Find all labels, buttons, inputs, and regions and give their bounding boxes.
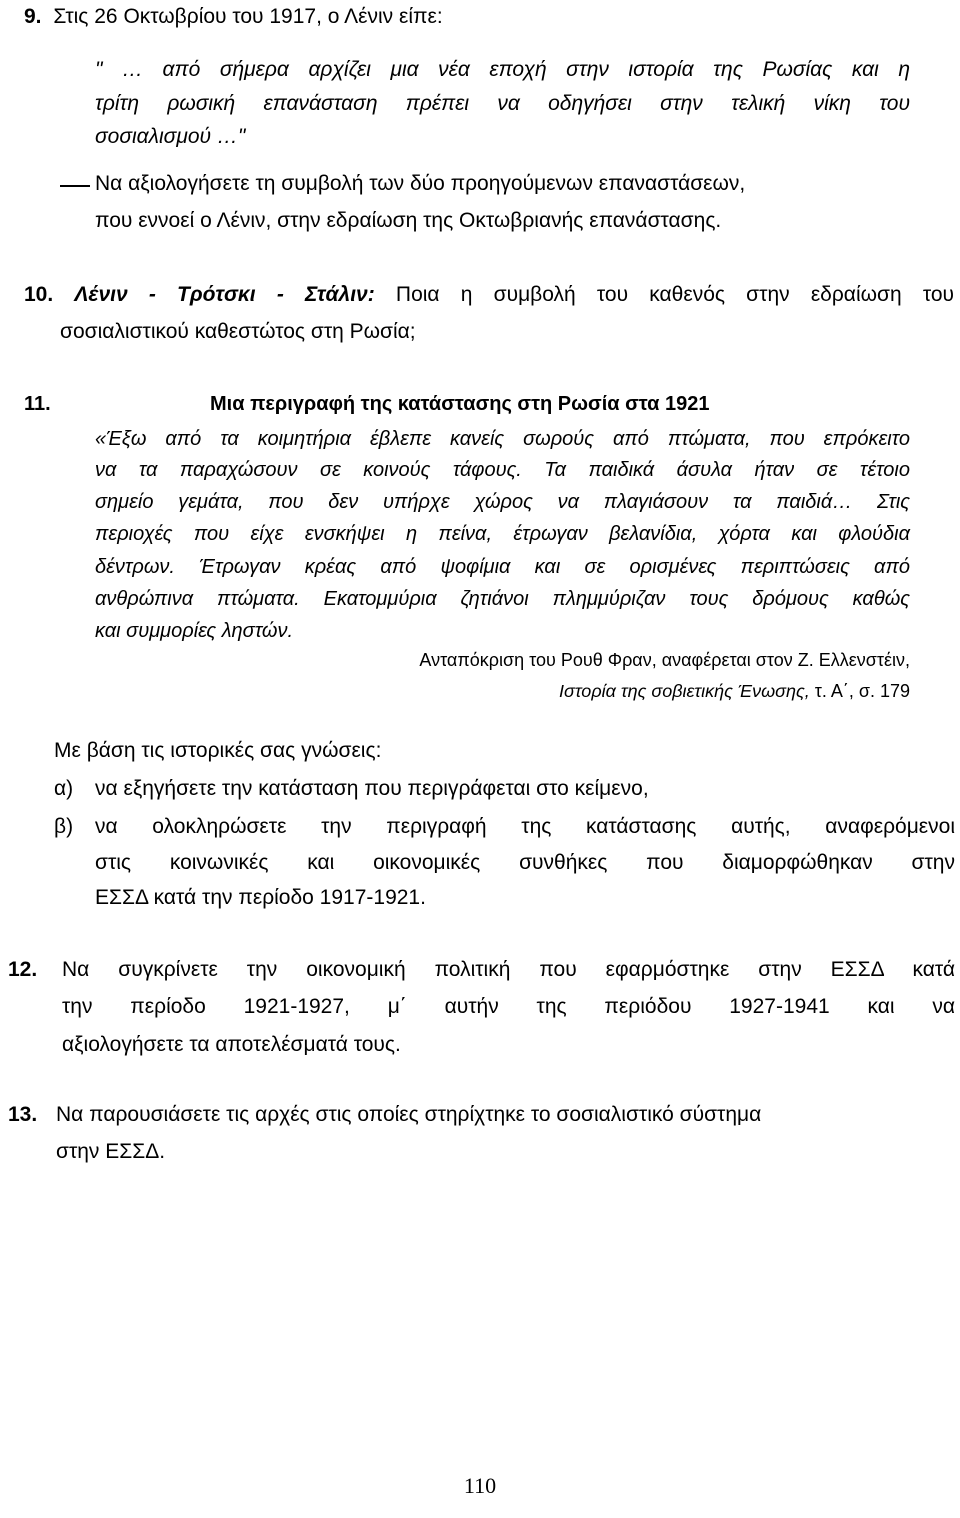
q9-number: 9. — [24, 5, 42, 28]
q11-task-b-line-3: ΕΣΣΔ κατά την περίοδο 1917-1921. — [95, 886, 426, 909]
q9-quote-line-1: " … από σήμερα αρχίζει μια νέα εποχή στην ιστορία της Ρωσίας και η — [95, 58, 910, 81]
q10-line-1 — [24, 283, 954, 307]
q11-citation-book: Ιστορία της σοβιετικής Ένωσης, — [558, 681, 810, 701]
q12-line-1: Να συγκρίνετε την οικονομική πολιτική που εφαρμόστηκε στην ΕΣΣΔ κατά — [62, 958, 955, 981]
q13-number: 13. — [8, 1103, 38, 1126]
q11-source-line-7: και συμμορίες ληστών. — [95, 620, 294, 642]
q11-number: 11. — [24, 393, 51, 415]
dash-bullet — [60, 185, 90, 187]
q9-task-line-2: που εννοεί ο Λένιν, στην εδραίωση της Οκτωβριανής επανάστασης. — [95, 209, 722, 232]
q9-intro: Στις 26 Οκτωβρίου του 1917, ο Λένιν είπε: — [53, 5, 443, 28]
q9-intro-line — [24, 5, 443, 29]
q11-source-line-2: να τα παραχώσουν σε κοινούς τάφους. Τα παιδικά άσυλα ήταν σε τέτοιο — [95, 459, 910, 481]
q9-quote-line-3: σοσιαλισμού …" — [95, 125, 246, 148]
q12-number: 12. — [8, 958, 38, 981]
q10-number: 10. — [24, 283, 54, 306]
q11-source-line-4: περιοχές που είχε ενσκήψει η πείνα, έτρωγαν βελανίδια, χόρτα και φλούδια — [95, 523, 910, 545]
q10-line-2: σοσιαλιστικού καθεστώτος στη Ρωσία; — [60, 320, 416, 343]
q9-quote-line-2: τρίτη ρωσική επανάσταση πρέπει να οδηγήσει στην τελική νίκη του — [95, 92, 910, 115]
q11-source-line-1: «Έξω από τα κοιμητήρια έβλεπε κανείς σωρούς από πτώματα, που επρόκειτο — [95, 428, 910, 450]
q11-prompt: Με βάση τις ιστορικές σας γνώσεις: — [54, 739, 382, 762]
q11-task-b-label: β) — [54, 815, 74, 838]
q12-line-3: αξιολογήσετε τα αποτελέσματά τους. — [62, 1033, 401, 1056]
q11-task-b-line-2: στις κοινωνικές και οικονομικές συνθήκες που διαμορφώθηκαν στην — [95, 851, 955, 874]
q13-line-2: στην ΕΣΣΔ. — [56, 1140, 166, 1163]
q11-task-b-line-1: να ολοκληρώσετε την περιγραφή της κατάστασης αυτής, αναφερόμενοι — [95, 815, 955, 838]
q12-line-2: την περίοδο 1921-1927, μ΄ αυτήν της περιόδου 1927-1941 και να — [62, 995, 955, 1018]
q11-title: Μια περιγραφή της κατάστασης στη Ρωσία στα 1921 — [210, 393, 710, 415]
q10-question: Ποια η συμβολή του καθενός στην εδραίωση του — [395, 283, 955, 306]
q11-task-a: να εξηγήσετε την κατάσταση που περιγράφεται στο κείμενο, — [95, 777, 649, 800]
q11-task-a-label: α) — [54, 777, 74, 800]
q11-source-line-6: ανθρώπινα πτώματα. Εκατομμύρια ζητιάνοι πλημμύριζαν τους δρόμους καθώς — [95, 588, 910, 610]
q11-citation-line-2 — [0, 681, 910, 702]
q13-line-1: Να παρουσιάσετε τις αρχές στις οποίες στηρίχτηκε το σοσιαλιστικό σύστημα — [56, 1103, 762, 1126]
q9-task-line-1: Να αξιολογήσετε τη συμβολή των δύο προηγούμενων επαναστάσεων, — [95, 172, 746, 195]
q11-source-line-3: σημείο γεμάτα, που δεν υπήρχε χώρος να πλαγιάσουν τα παιδιά… Στις — [95, 491, 910, 513]
q11-citation-rest: τ. Α΄, σ. 179 — [809, 681, 910, 701]
q11-source-line-5: δέντρων. Έτρωγαν κρέας από ψοφίμια και σε ορισμένες περιπτώσεις από — [95, 556, 910, 578]
page-number: 110 — [463, 1473, 497, 1498]
q11-citation-line-1: Ανταπόκριση του Ρουθ Φραν, αναφέρεται στον Ζ. Ελλενστέιν, — [419, 650, 910, 670]
q10-names: Λένιν - Τρότσκι - Στάλιν: — [74, 283, 375, 306]
